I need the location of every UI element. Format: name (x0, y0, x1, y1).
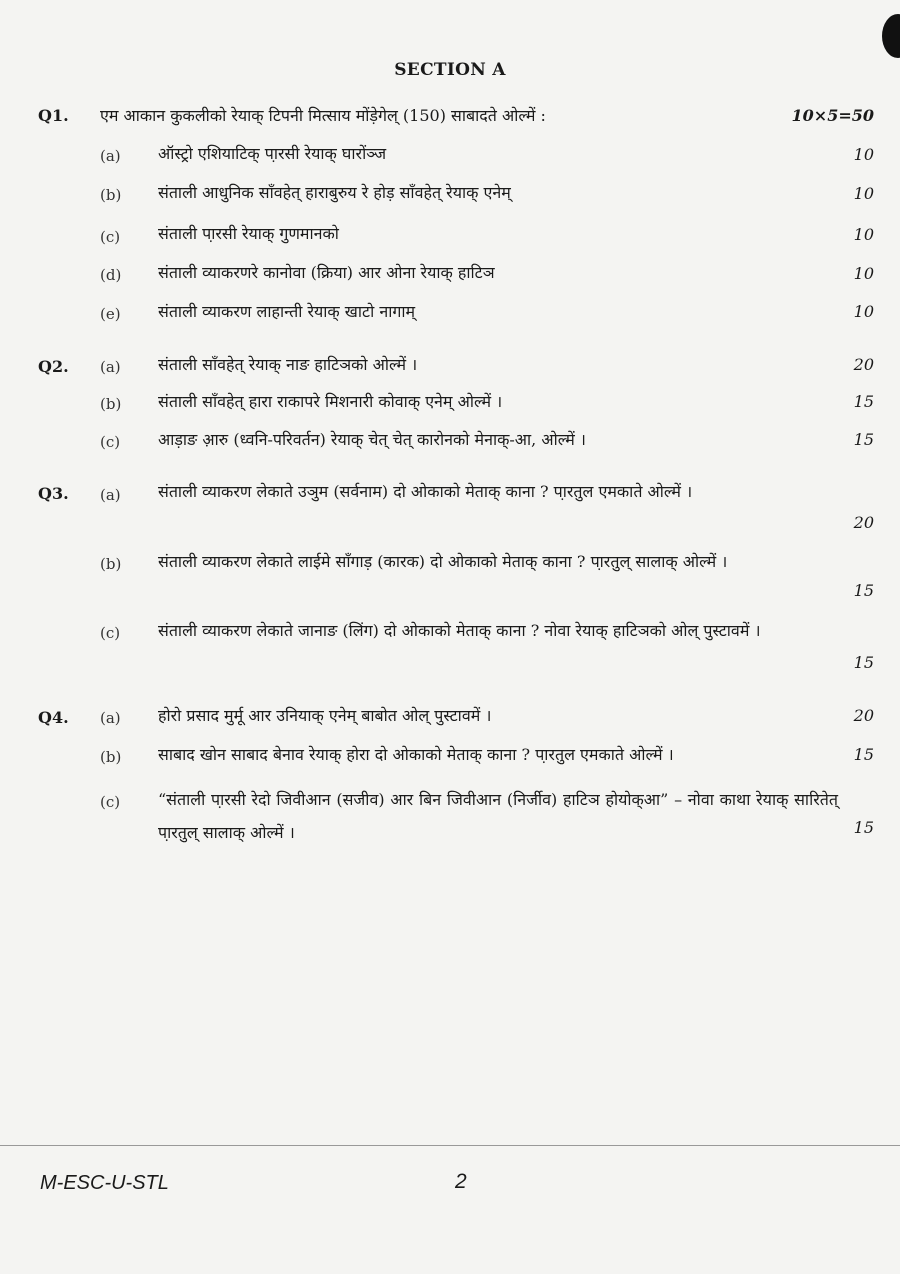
part-label: (e) (100, 305, 121, 323)
part-marks: 20 (853, 513, 874, 532)
part-label: (b) (100, 555, 122, 573)
part-marks: 15 (853, 818, 874, 837)
part-text: संताली साँवहेत् रेयाक् नाङ हाटिञको ओल्में । (158, 355, 418, 374)
part-marks: 10 (853, 145, 874, 164)
part-label: (a) (100, 709, 121, 727)
part-marks: 15 (853, 430, 874, 449)
section-title: SECTION A (394, 60, 506, 80)
part-text: संताली व्याकरण लेकाते जानाङ (लिंग) दो ओकाको मेताक् काना ? नोवा रेयाक् हाटिञको ओल् पुस्टावमें । (158, 621, 761, 640)
question-number: Q4. (38, 708, 69, 727)
part-text: आड़ाङ आ़रु (ध्वनि-परिवर्तन) रेयाक् चेत् चेत् कारोनको मेनाक्-आ, ओल्में । (158, 430, 586, 449)
page-number: 2 (455, 1170, 467, 1193)
part-label: (a) (100, 358, 121, 376)
part-text: “संताली पा़रसी रेदो जिवीआन (सजीव) आर बिन जिवीआन (निर्जीव) हाटिञ होयोक्आ” – नोवा काथा रेयाक् सारितेत् पा़रतुल् सालाक् ओल्में । (158, 790, 838, 842)
part-text: संताली व्याकरण लाहान्ती रेयाक् खाटो नागाम् (158, 302, 416, 321)
part-text: संताली आधुनिक साँवहेत् हाराबुरुय रे होड़ साँवहेत् रेयाक् एनेम् (158, 183, 511, 202)
part-label: (a) (100, 147, 121, 165)
part-marks: 15 (853, 581, 874, 600)
part-text: संताली साँवहेत् हारा राकापरे मिशनारी कोवाक् एनेम् ओल्में । (158, 392, 503, 411)
question-number: Q3. (38, 484, 69, 503)
part-label: (d) (100, 266, 122, 284)
part-text: संताली व्याकरणरे कानोवा (क्रिया) आर ओना रेयाक् हाटिञ (158, 263, 495, 282)
part-marks: 20 (853, 355, 874, 374)
part-text: ऑस्ट्रो एशियाटिक् पा़रसी रेयाक् घारोंञ्ज (158, 144, 387, 163)
part-text: संताली व्याकरण लेकाते लाईमे साँगाड़ (कारक) दो ओकाको मेताक् काना ? पा़रतुल् सालाक् ओल्में । (158, 552, 728, 571)
part-label: (c) (100, 228, 121, 246)
paper-code: M-ESC-U-STL (40, 1172, 169, 1194)
part-text: संताली पा़रसी रेयाक् गुणमानको (158, 224, 339, 243)
part-text: संताली व्याकरण लेकाते उञुम (सर्वनाम) दो ओकाको मेताक् काना ? पा़रतुल एमकाते ओल्में । (158, 482, 693, 501)
part-marks: 15 (853, 392, 874, 411)
question-stem: एम आकान कुकलीको रेयाक् टिपनी मित्साय मोंड़ेगेल् (150) साबादते ओल्में : (100, 106, 546, 125)
part-label: (c) (100, 624, 121, 642)
part-text: होरो प्रसाद मुर्मू आर उनियाक् एनेम् बाबोत ओल् पुस्टावमें । (158, 706, 492, 725)
part-label: (b) (100, 748, 122, 766)
scan-mark (882, 14, 900, 58)
part-label: (c) (100, 793, 121, 811)
question-number: Q2. (38, 357, 69, 376)
part-marks: 20 (853, 706, 874, 725)
part-marks: 10 (853, 264, 874, 283)
part-marks: 10 (853, 225, 874, 244)
part-label: (a) (100, 486, 121, 504)
part-marks: 10 (853, 184, 874, 203)
question-number: Q1. (38, 106, 69, 125)
part-label: (c) (100, 433, 121, 451)
footer-divider (0, 1145, 900, 1146)
question-marks: 10×5=50 (791, 106, 874, 125)
part-marks: 10 (853, 302, 874, 321)
part-label: (b) (100, 395, 122, 413)
part-marks: 15 (853, 745, 874, 764)
part-marks: 15 (853, 653, 874, 672)
part-label: (b) (100, 186, 122, 204)
part-text: साबाद खोन साबाद बेनाव रेयाक् होरा दो ओकाको मेताक् काना ? पा़रतुल एमकाते ओल्में । (158, 745, 674, 764)
